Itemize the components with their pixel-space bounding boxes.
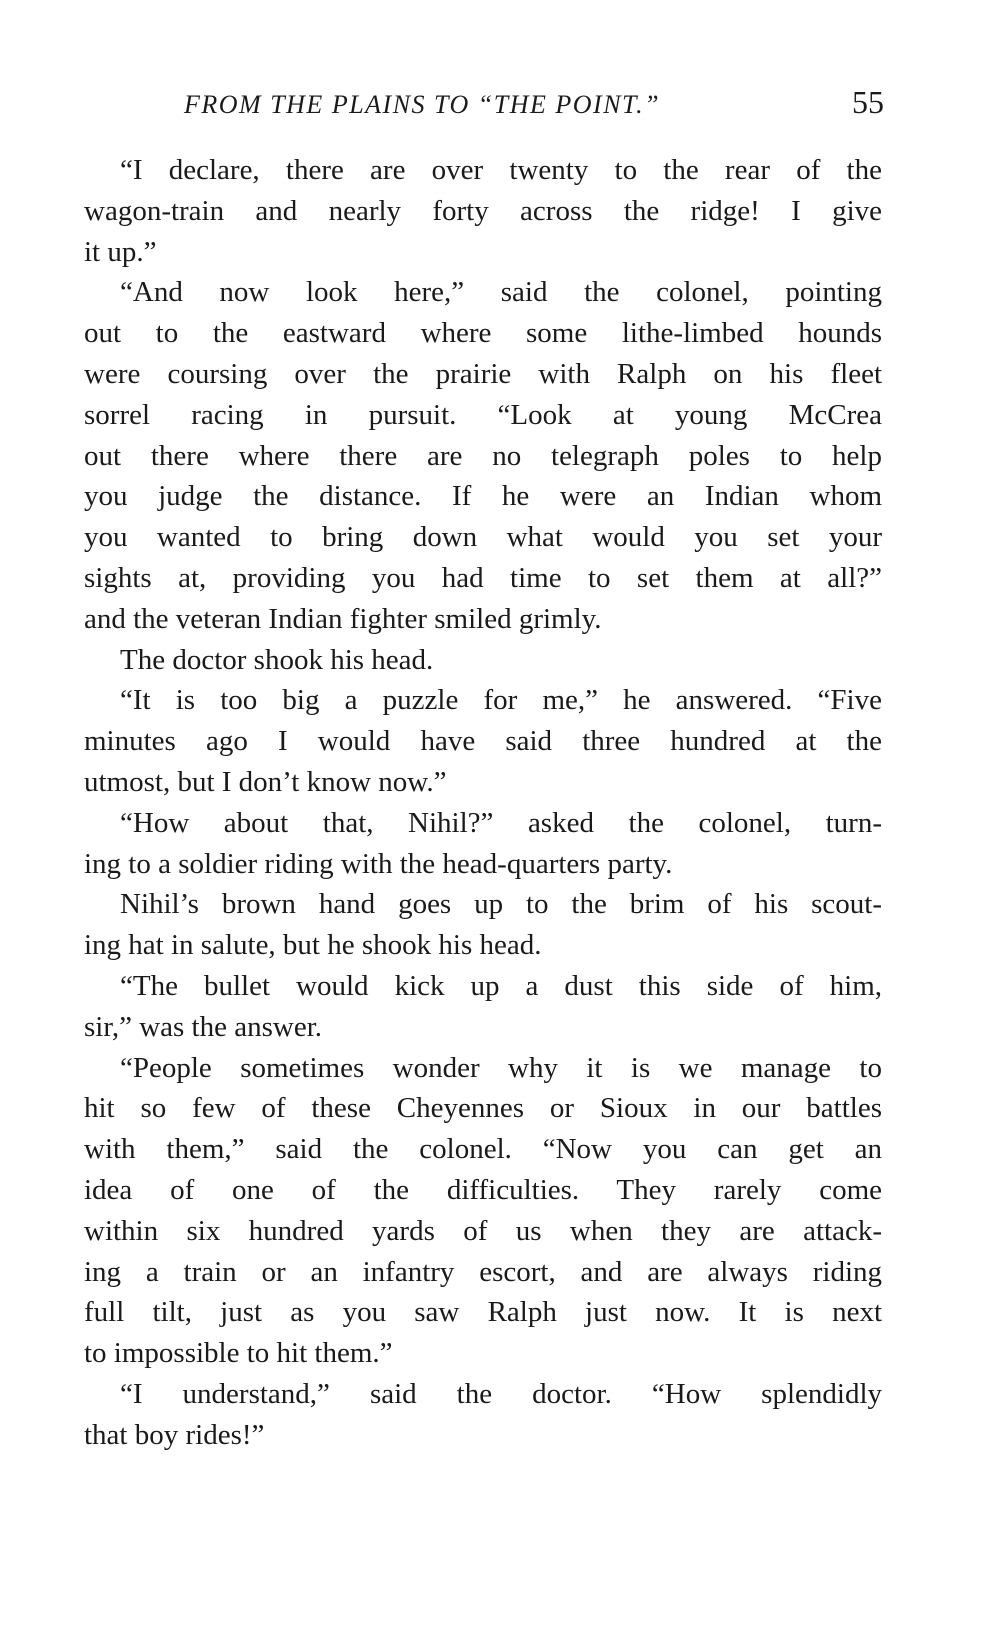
text-line: you wanted to bring down what would you set your [84, 521, 882, 554]
running-head [84, 84, 884, 134]
text-line: it up.” [84, 235, 157, 268]
text-line: and the veteran Indian fighter smiled grimly. [84, 602, 602, 635]
text-line: out to the eastward where some lithe-limbed hounds [84, 317, 882, 350]
text-line: to impossible to hit them.” [84, 1337, 393, 1370]
text-line: “How about that, Nihil?” asked the colonel, turn- [120, 806, 882, 839]
text-line: Nihil’s brown hand goes up to the brim of his scout- [120, 888, 882, 921]
text-line: “The bullet would kick up a dust this side of him, [120, 969, 882, 1002]
text-line: utmost, but I don’t know now.” [84, 765, 447, 798]
text-line: were coursing over the prairie with Ralph on his fleet [84, 357, 882, 390]
paragraph [84, 150, 882, 272]
paragraph [84, 803, 882, 885]
paragraph [84, 966, 882, 1048]
page-number: 55 [852, 84, 884, 120]
paragraph [84, 1048, 882, 1374]
paragraph [84, 272, 882, 639]
text-line: “People sometimes wonder why it is we manage to [120, 1051, 882, 1084]
text-line: “I declare, there are over twenty to the rear of the [120, 154, 882, 186]
text-line: wagon-train and nearly forty across the ridge! I give [84, 194, 882, 227]
paragraph [84, 884, 882, 966]
text-line: hit so few of these Cheyennes or Sioux in our battles [84, 1092, 882, 1125]
text-line: sorrel racing in pursuit. “Look at young McCrea [84, 398, 882, 431]
paragraph [84, 640, 882, 681]
text-line: with them,” said the colonel. “Now you can get an [84, 1133, 882, 1166]
text-line: that boy rides!” [84, 1418, 265, 1451]
text-line: “And now look here,” said the colonel, pointing [120, 276, 882, 309]
text-line: ing hat in salute, but he shook his head. [84, 929, 542, 962]
text-line: idea of one of the difficulties. They rarely come [84, 1173, 882, 1206]
text-line: minutes ago I would have said three hundred at the [84, 725, 882, 758]
text-line: sir,” was the answer. [84, 1010, 323, 1043]
text-line: sights at, providing you had time to set them at all?” [84, 561, 882, 594]
text-line: “I understand,” said the doctor. “How splendidly [120, 1377, 882, 1410]
text-line: “It is too big a puzzle for me,” he answered. “Five [120, 684, 882, 717]
text-line: ing to a soldier riding with the head-quarters party. [84, 847, 673, 880]
body-text [84, 150, 882, 1456]
text-line: within six hundred yards of us when they are attack- [84, 1214, 882, 1247]
text-line: you judge the distance. If he were an Indian whom [84, 480, 882, 513]
text-line: The doctor shook his head. [120, 643, 434, 676]
running-title: FROM THE PLAINS TO “THE POINT.” [184, 90, 661, 119]
text-line: full tilt, just as you saw Ralph just now. It is next [84, 1296, 882, 1329]
paragraph [84, 680, 882, 802]
text-line: ing a train or an infantry escort, and are always riding [84, 1255, 882, 1288]
text-line: out there where there are no telegraph poles to help [84, 439, 882, 472]
paragraph [84, 1374, 882, 1456]
